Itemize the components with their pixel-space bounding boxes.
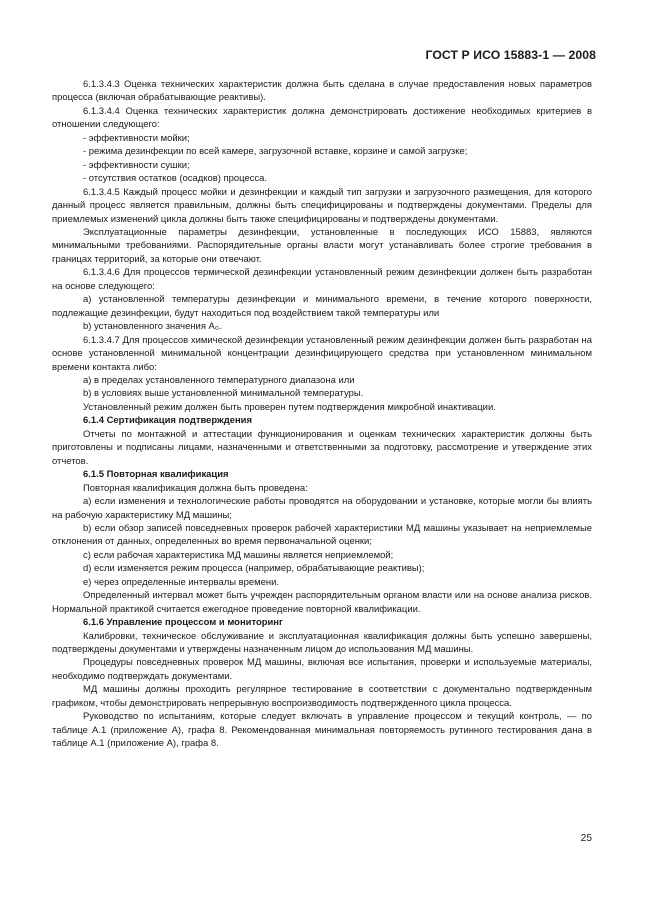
list-item: - эффективности сушки; [83, 159, 190, 171]
section-heading: 6.1.5 Повторная квалификация [83, 469, 229, 481]
list-item: - режима дезинфекции по всей камере, загрузочной вставке, корзине и самой загрузке; [83, 146, 468, 158]
list-item: - эффективности мойки; [83, 132, 190, 144]
list-item: b) установленного значения A₀. [83, 321, 222, 333]
paragraph: Эксплуатационные параметры дезинфекции, установленные в последующих ИСО 15883, являются минимальными требованиями. Распорядительные органы власти могут устанавливать более строгие требования в границах территорий, за которые они отвечают. [52, 226, 592, 265]
paragraph: Калибровки, техническое обслуживание и эксплуатационная квалификация должны быть успешно завершены, подтверждены документами и утверждены назначенным лицом до использования МД машины. [52, 630, 592, 656]
list-item: a) в пределах установленного температурного диапазона или [83, 374, 355, 386]
section-heading: 6.1.4 Сертификация подтверждения [83, 415, 252, 427]
list-item: a) если изменения и технологические работы проводятся на оборудовании и установке, которые могли бы влиять на рабочую характеристику МД машины; [52, 496, 592, 521]
list-item: - отсутствия остатков (осадков) процесса. [83, 173, 267, 185]
page-number: 25 [580, 833, 592, 844]
list-item: b) если обзор записей повседневных проверок рабочей характеристики МД машины указывает на неприемлемые отклонения от данных, определенных во время первоначальной оценки; [52, 522, 592, 548]
list-item: d) если изменяется режим процесса (например, обрабатывающие реактивы); [83, 563, 425, 575]
paragraph: МД машины должны проходить регулярное тестирование в соответствии с документально подтвержденным графиком, чтобы демонстрировать непрерывную воспроизводимость подтвержденного цикла процесса. [52, 684, 592, 709]
document-body [52, 78, 592, 751]
section-heading: 6.1.6 Управление процессом и мониторинг [83, 617, 283, 629]
list-item: a) установленной температуры дезинфекции и минимального времени, в течение которого поверхности, подлежащие дезинфекции, будут находиться под воздействием такой температуры или [52, 294, 592, 319]
paragraph: 6.1.3.4.7 Для процессов химической дезинфекции установленный режим дезинфекции должен быть разработан на основе установленной минимальной концентрации дезинфицирующего средства при установленном минимальном времени контакта либо: [52, 334, 592, 373]
paragraph: 6.1.3.4.5 Каждый процесс мойки и дезинфекции и каждый тип загрузки и загрузочного размещения, для которого данный процесс является правильным, должны быть специфицированы и подтверждены документами. Пределы для приемлемых изменений цикла должны быть также специфицированы и подтверждены документами. [52, 186, 592, 225]
paragraph: 6.1.3.4.3 Оценка технических характеристик должна быть сделана в случае предоставления новых параметров процесса (включая обрабатывающие реактивы). [52, 79, 592, 104]
paragraph: 6.1.3.4.6 Для процессов термической дезинфекции установленный режим дезинфекции должен быть разработан на основе следующего: [52, 267, 592, 292]
paragraph: Руководство по испытаниям, которые следует включать в управление процессом и текущий контроль, — по таблице А.1 (приложение А), графа 8. Рекомендованная минимальная повторяемость рутинного тестирования дана в таблице А.1 (приложение А), графа 8. [52, 711, 592, 750]
list-item: e) через определенные интервалы времени. [83, 576, 279, 588]
paragraph: Определенный интервал может быть учрежден распорядительным органом власти или на основе анализа рисков. Нормальной практикой считается ежегодное проведение повторной квалификации. [52, 590, 592, 615]
paragraph: 6.1.3.4.4 Оценка технических характеристик должна демонстрировать достижение необходимых критериев в отношении следующего: [52, 105, 592, 131]
list-item: c) если рабочая характеристика МД машины является неприемлемой; [83, 549, 394, 561]
paragraph: Повторная квалификация должна быть проведена: [83, 482, 308, 494]
list-item: b) в условиях выше установленной минимальной температуры. [83, 388, 364, 400]
paragraph: Процедуры повседневных проверок МД машины, включая все испытания, проверки и используемые материалы, необходимо подтверждать документами. [52, 657, 592, 682]
page-header: ГОСТ Р ИСО 15883-1 — 2008 [425, 48, 596, 62]
paragraph: Установленный режим должен быть проверен путем подтверждения микробной инактивации. [83, 401, 496, 413]
paragraph: Отчеты по монтажной и аттестации функционирования и оценкам технических характеристик должны быть приготовлены и подписаны лицами, назначенными и ответственными за подготовку, рассмотрение и утверждение этих отчетов. [52, 428, 592, 467]
